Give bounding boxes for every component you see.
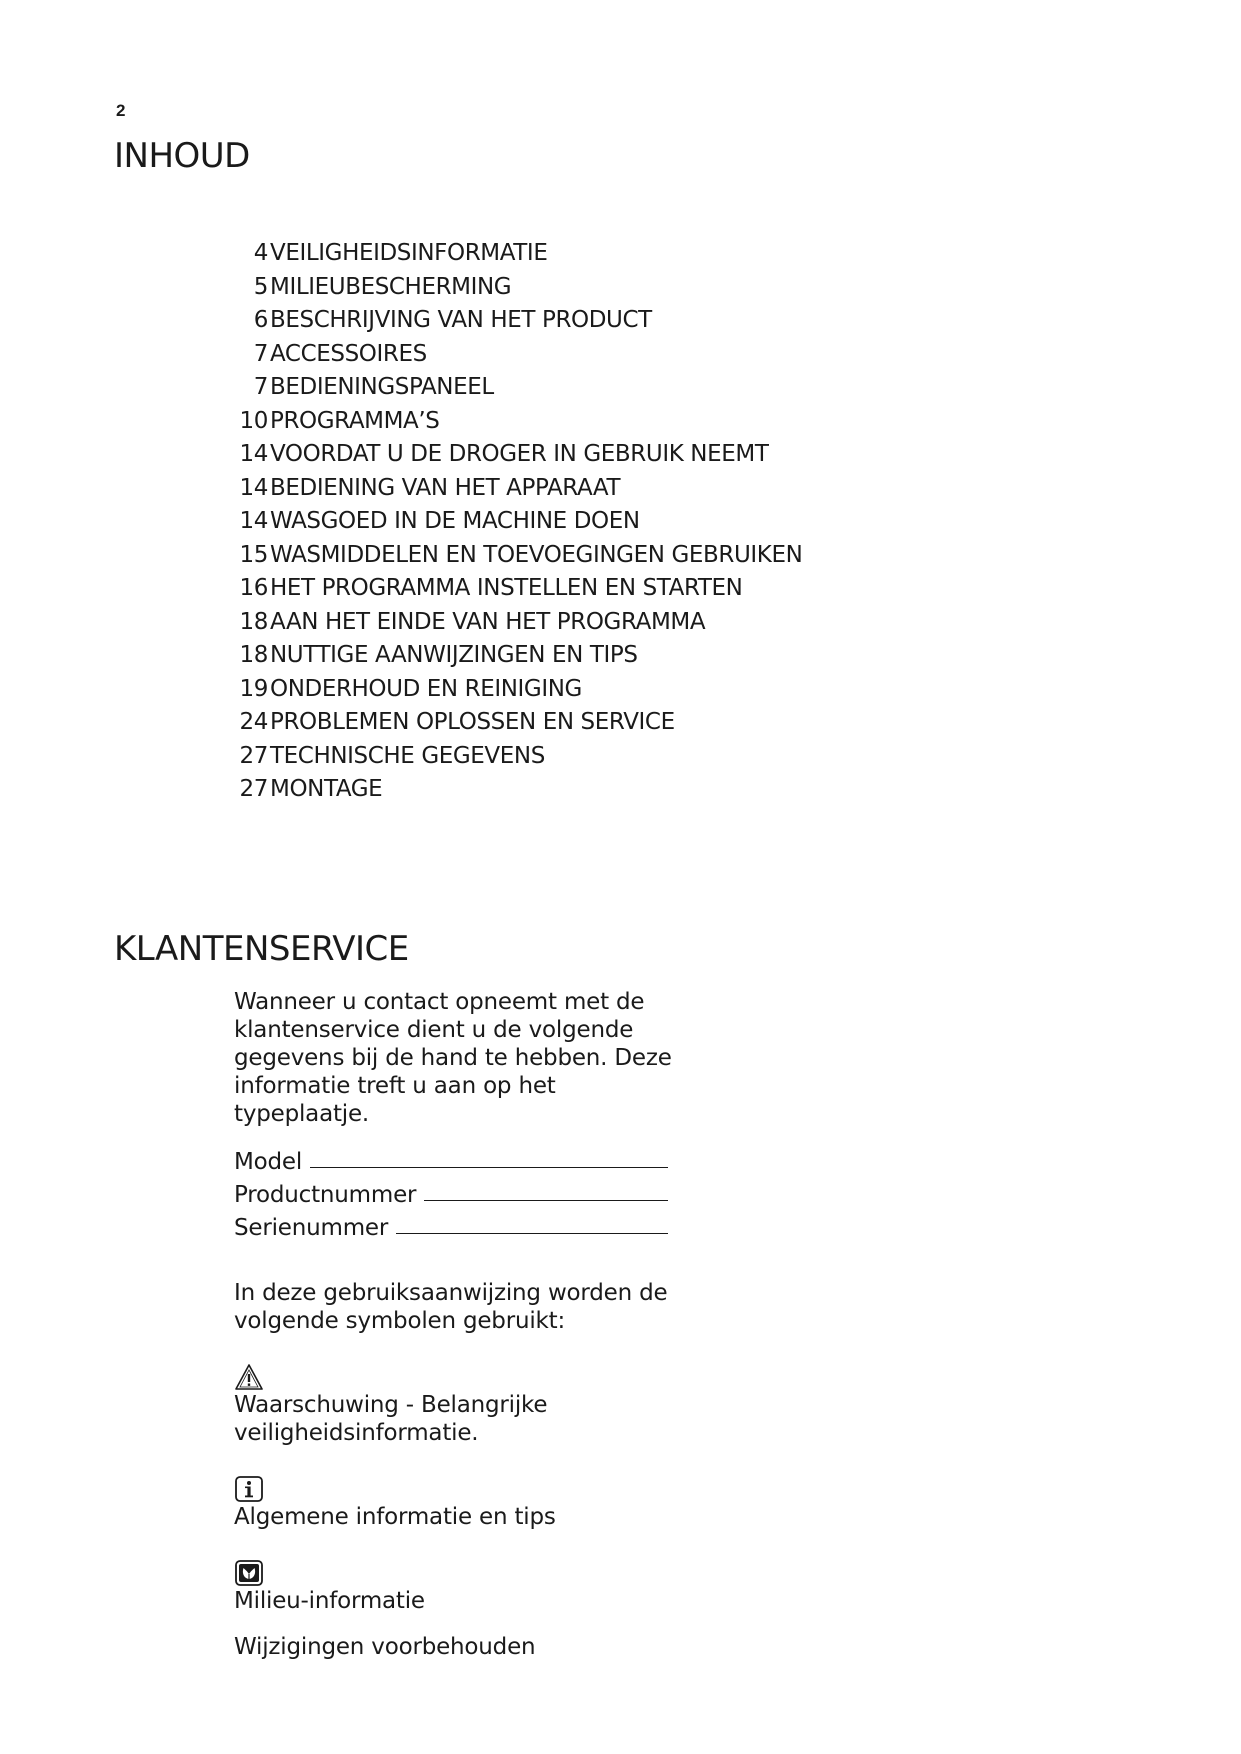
fill-in-line <box>310 1167 668 1168</box>
toc-page-number: 14 <box>239 474 268 501</box>
product-number-field <box>234 1175 668 1208</box>
service-intro-line: informatie treft u aan op het <box>234 1073 556 1099</box>
field-label: Productnummer <box>234 1182 417 1208</box>
toc-page-number: 18 <box>239 608 268 635</box>
toc-entry-title: VEILIGHEIDSINFORMATIE <box>270 240 548 266</box>
symbol-description <box>234 1391 694 1447</box>
toc-entry[interactable] <box>238 472 802 506</box>
toc-entry-title: MONTAGE <box>270 776 383 802</box>
toc-entry[interactable] <box>238 237 802 271</box>
toc-page-number: 24 <box>239 709 268 735</box>
toc-entry-title: ONDERHOUD EN REINIGING <box>270 675 582 702</box>
customer-service-title: KLANTENSERVICE <box>114 929 409 969</box>
service-intro <box>234 988 694 1128</box>
serial-number-field <box>234 1208 668 1241</box>
toc-entry[interactable] <box>238 673 802 707</box>
model-field <box>234 1142 668 1175</box>
toc-entry-title: PROGRAMMA’S <box>270 407 440 434</box>
toc-page-number: 27 <box>239 776 268 802</box>
toc-entry-title: AAN HET EINDE VAN HET PROGRAMMA <box>270 608 706 635</box>
symbol-description-line: veiligheidsinformatie. <box>234 1420 479 1446</box>
toc-entry-title: TECHNISCHE GEGEVENS <box>270 742 545 769</box>
toc-entry-title: MILIEUBESCHERMING <box>270 273 512 300</box>
service-intro-line: typeplaatje. <box>234 1101 370 1127</box>
info-icon <box>234 1475 264 1503</box>
toc-entry[interactable] <box>238 740 802 774</box>
toc-entry[interactable] <box>238 539 802 573</box>
toc-entry-title: VOORDAT U DE DROGER IN GEBRUIK NEEMT <box>270 441 769 467</box>
toc-page-number: 5 <box>253 273 268 300</box>
toc-page-number: 16 <box>239 575 268 601</box>
symbol-description <box>234 1503 694 1531</box>
toc-entry[interactable] <box>238 706 802 740</box>
toc-entry-title: NUTTIGE AANWIJZINGEN EN TIPS <box>270 642 638 668</box>
toc-page-number: 15 <box>239 541 268 568</box>
toc-page-number: 7 <box>253 374 268 400</box>
environment-icon <box>234 1559 264 1587</box>
toc-page-number: 10 <box>239 407 268 434</box>
toc-entry[interactable] <box>238 639 802 673</box>
toc-page-number: 27 <box>239 742 268 769</box>
toc-entry[interactable] <box>238 371 802 405</box>
symbol-warning <box>234 1363 694 1447</box>
product-info-fields <box>234 1142 694 1241</box>
toc-entry[interactable] <box>238 438 802 472</box>
toc-entry[interactable] <box>238 405 802 439</box>
symbols-intro-line: volgende symbolen gebruikt: <box>234 1308 566 1334</box>
contents-title: INHOUD <box>114 136 250 176</box>
toc-entry-title: BEDIENINGSPANEEL <box>270 374 494 400</box>
toc-entry[interactable] <box>238 773 802 807</box>
symbols-intro-line: In deze gebruiksaanwijzing worden de <box>234 1280 668 1306</box>
symbol-environment <box>234 1559 694 1615</box>
toc-entry[interactable] <box>238 338 802 372</box>
toc-page-number: 19 <box>239 675 268 702</box>
changes-notice: Wijzigingen voorbehouden <box>234 1634 536 1660</box>
toc-entry[interactable] <box>238 271 802 305</box>
toc-entry[interactable] <box>238 505 802 539</box>
field-label: Serienummer <box>234 1215 389 1241</box>
service-intro-line: gegevens bij de hand te hebben. Deze <box>234 1045 672 1071</box>
symbol-info <box>234 1475 694 1531</box>
fill-in-line <box>424 1200 668 1201</box>
symbol-description-line: Waarschuwing - Belangrijke <box>234 1392 548 1418</box>
toc-entry[interactable] <box>238 572 802 606</box>
table-of-contents <box>238 237 802 807</box>
service-intro-line: Wanneer u contact opneemt met de <box>234 989 645 1015</box>
field-label: Model <box>234 1149 303 1175</box>
service-intro-line: klantenservice dient u de volgende <box>234 1017 634 1043</box>
toc-entry-title: WASMIDDELEN EN TOEVOEGINGEN GEBRUIKEN <box>270 541 803 568</box>
toc-entry[interactable] <box>238 304 802 338</box>
toc-page-number: 14 <box>239 441 268 467</box>
fill-in-line <box>396 1233 668 1234</box>
warning-triangle-icon <box>234 1363 264 1391</box>
toc-entry-title: BEDIENING VAN HET APPARAAT <box>270 474 621 501</box>
toc-entry-title: BESCHRIJVING VAN HET PRODUCT <box>270 307 652 333</box>
symbol-description <box>234 1587 694 1615</box>
toc-page-number: 7 <box>253 340 268 367</box>
toc-page-number: 18 <box>239 642 268 668</box>
toc-entry[interactable] <box>238 606 802 640</box>
toc-entry-title: HET PROGRAMMA INSTELLEN EN STARTEN <box>270 575 743 601</box>
symbol-description-line: Algemene informatie en tips <box>234 1504 556 1530</box>
toc-page-number: 14 <box>239 508 268 534</box>
customer-service-section <box>234 988 694 1661</box>
symbol-description-line: Milieu-informatie <box>234 1588 425 1614</box>
toc-entry-title: PROBLEMEN OPLOSSEN EN SERVICE <box>270 709 675 735</box>
toc-entry-title: ACCESSOIRES <box>270 340 427 367</box>
page-number: 2 <box>116 101 126 120</box>
symbols-intro <box>234 1279 694 1335</box>
toc-page-number: 6 <box>253 307 268 333</box>
toc-entry-title: WASGOED IN DE MACHINE DOEN <box>270 508 640 534</box>
toc-page-number: 4 <box>253 240 268 266</box>
